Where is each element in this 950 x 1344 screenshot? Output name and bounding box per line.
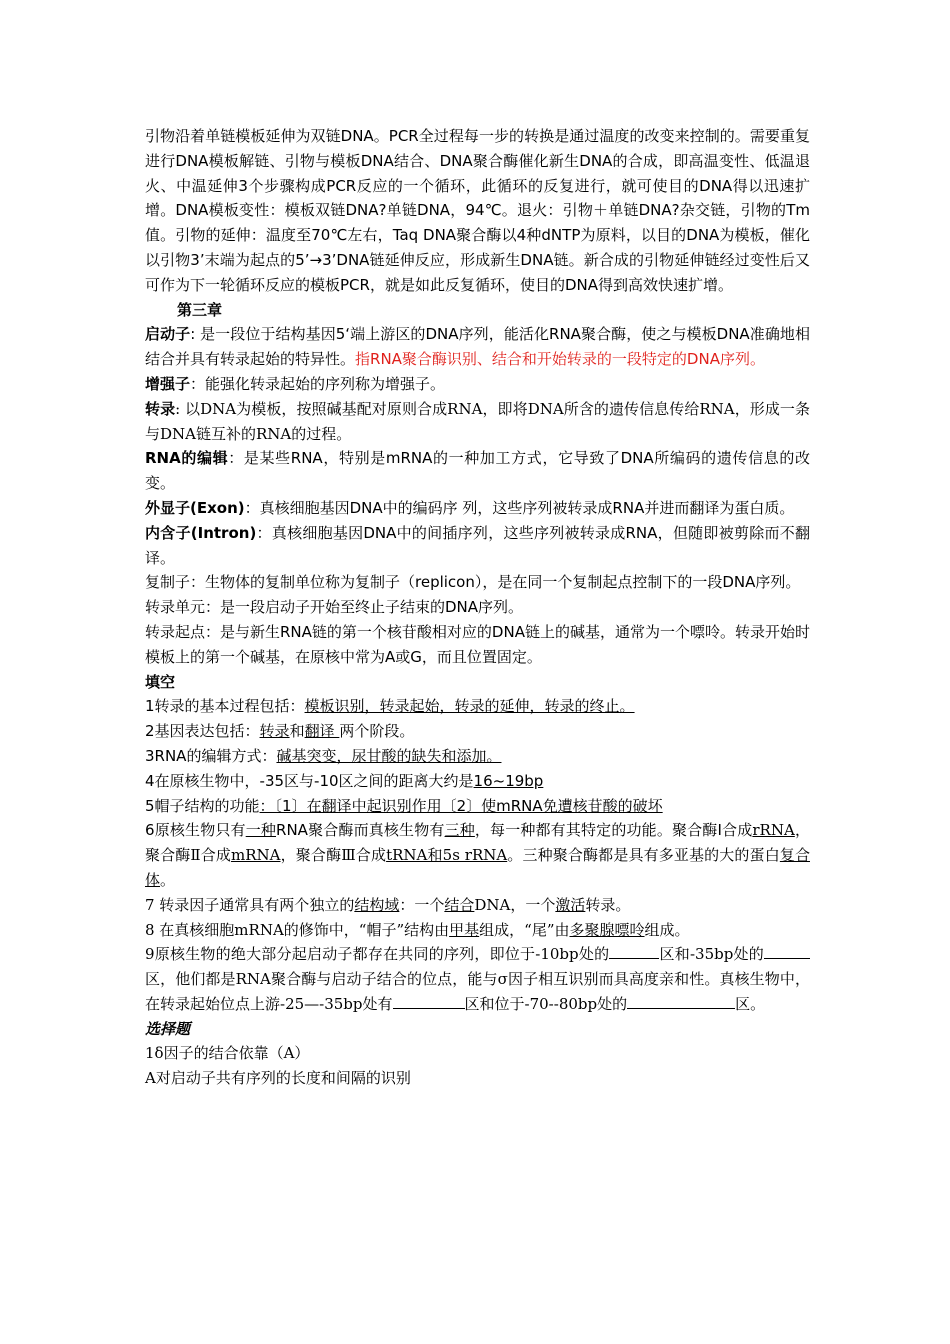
question-text: 。三种聚合酶都是具有多亚基的大的蛋白	[507, 846, 780, 865]
fill-question-1	[145, 694, 810, 719]
answer-text: 三种	[444, 821, 475, 840]
question-text: RNA聚合酶而真核生物有	[276, 821, 445, 840]
exon-term: 外显子(Exon)	[145, 498, 245, 517]
answer-text: 16~19bp	[473, 771, 544, 790]
question-text: 区和-35bp处的	[659, 945, 764, 964]
exon-text: ：真核细胞基因DNA中的编码序 列，这些序列被转录成RNA并进而翻译为蛋白质。	[244, 498, 795, 517]
question-label: 4在原核生物中，-35区与-10区之间的距离大约是	[145, 771, 474, 790]
question-label: 5帽子结构的功能	[145, 796, 260, 815]
promoter-text: : 是一段位于结构基因5‘端上游区的DNA序列，能活化RNA聚合酶，使之与模板DNA准确地相结合并具有转录起始的特异性。	[145, 325, 810, 369]
answer-blank[interactable]	[609, 943, 659, 959]
transcription-term: 转录	[145, 399, 176, 418]
fill-question-9	[145, 942, 810, 1016]
document-page	[145, 124, 810, 1091]
enhancer-term: 增强子	[145, 374, 191, 393]
intron-definition	[145, 521, 810, 571]
answer-text: rRNA	[752, 821, 795, 840]
answer-text: tRNA和5s rRNA	[386, 846, 508, 865]
fill-question-5	[145, 794, 810, 819]
start-site-definition: 转录起点：是与新生RNA链的第一个核苷酸相对应的DNA链上的碱基，通常为一个嘌呤。转录开始时模板上的第一个碱基，在原核中常为A或G，而且位置固定。	[145, 622, 810, 666]
answer-text: 甲基	[449, 920, 480, 939]
answer-text: 一种	[245, 821, 277, 840]
replicon-definition: 复制子：生物体的复制单位称为复制子（replicon），是在同一个复制起点控制下的一段DNA序列。	[145, 573, 801, 592]
promoter-term: 启动子	[145, 325, 191, 344]
question-label: 1转录的基本过程包括：	[145, 697, 305, 716]
fill-section-title: 填空	[145, 672, 176, 691]
question-text: ，聚合酶Ⅲ合成	[280, 846, 387, 865]
question-text: 转录。	[585, 895, 631, 914]
fill-question-8	[145, 918, 810, 943]
question-text: DNA，一个	[474, 895, 556, 914]
question-text: 6原核生物只有	[145, 821, 246, 840]
enhancer-definition	[145, 372, 810, 397]
question-text: 区，他们都是RNA聚合酶与启动子结合的位点，能与σ因子相互识别而具高度亲和性。真核生物中，在转录起始位点上游-25—-35bp处有	[145, 970, 810, 1013]
transcription-unit-definition: 转录单元：是一段启动子开始至终止子结束的DNA序列。	[145, 598, 524, 617]
answer-text: 激活	[555, 895, 586, 914]
choice-question-1: 1δ因子的结合依靠（A）	[145, 1044, 310, 1063]
question-text: 区和位于-70--80bp处的	[464, 994, 628, 1013]
answer-blank[interactable]	[627, 993, 735, 1009]
answer-text: 复合体	[145, 846, 810, 889]
answer-blank[interactable]	[393, 993, 465, 1009]
transcription-definition	[145, 397, 810, 447]
question-text: 和	[289, 722, 305, 741]
choice-section-title: 选择题	[145, 1019, 191, 1038]
question-text: 9原核生物的绝大部分起启动子都存在共同的序列，即位于-10bp处的	[145, 945, 610, 964]
question-text: 组成。	[644, 920, 690, 939]
question-text: 两个阶段。	[339, 722, 415, 741]
question-text: 8 在真核细胞mRNA的修饰中，“帽子”结构由	[145, 920, 450, 939]
promoter-definition	[145, 322, 810, 372]
exon-definition	[145, 496, 810, 521]
question-text: 。	[160, 870, 176, 889]
question-label: 3RNA的编辑方式：	[145, 746, 277, 765]
answer-text: ：〔1〕在翻译中起识别作用〔2〕使mRNA免遭核苷酸的破坏	[259, 796, 663, 815]
answer-text: 结构域	[354, 895, 400, 914]
answer-text: 碱基突变，尿甘酸的缺失和添加。	[276, 746, 502, 765]
question-text: 区。	[735, 994, 766, 1013]
rna-editing-term: RNA的编辑	[145, 449, 229, 468]
fill-question-6	[145, 818, 810, 892]
fill-question-4	[145, 769, 810, 794]
question-text: 7 转录因子通常具有两个独立的	[145, 895, 355, 914]
answer-text: 转录	[259, 722, 290, 741]
answer-text: 模板识别，转录起始，转录的延伸，转录的终止。	[304, 697, 635, 716]
intron-term: 内含子(Intron)	[145, 523, 257, 542]
choice-option-a: A对启动子共有序列的长度和间隔的识别	[145, 1069, 411, 1088]
question-label: 2基因表达包括：	[145, 722, 260, 741]
enhancer-text: ：能强化转录起始的序列称为增强子。	[190, 374, 446, 393]
fill-question-2	[145, 719, 810, 744]
rna-editing-definition	[145, 446, 810, 496]
pcr-paragraph: 引物沿着单链模板延伸为双链DNA。PCR全过程每一步的转换是通过温度的改变来控制的。需要重复进行DNA模板解链、引物与模板DNA结合、DNA聚合酶催化新生DNA的合成，即高温变性、低温退火、中温延伸3个步骤构成PCR反应的一个循环，此循环的反复进行，就可使目的DNA得以迅速扩增。DNA模板变性：模板双链DNA?单链DNA，94℃。退火：引物＋单链DNA?杂交链，引物的Tm值。引物的延伸：温度至70℃左右，Taq DNA聚合酶以4种dNTP为原料，以目的DNA为模板，催化以引物3’末端为起点的5’→3’DNA链延伸反应，形成新生DNA链。新合成的引物延伸链经过变性后又可作为下一轮循环反应的模板PCR，就是如此反复循环，使目的DNA得到高效快速扩增。	[145, 127, 810, 294]
answer-blank[interactable]	[764, 943, 810, 959]
question-text: ，聚合酶Ⅱ合成	[145, 821, 810, 865]
answer-text: 翻译	[304, 722, 340, 741]
answer-text: 结合	[444, 895, 475, 914]
answer-text: 多聚腺嘌呤	[569, 920, 645, 939]
fill-question-3	[145, 744, 810, 769]
rna-editing-text: ：是某些RNA，特别是mRNA的一种加工方式，它导致了DNA所编码的遗传信息的改变。	[145, 449, 810, 493]
fill-question-7	[145, 893, 810, 918]
promoter-red-text: 指RNA聚合酶识别、结合和开始转录的一段特定的DNA序列。	[355, 350, 765, 369]
question-text: 组成，“尾”由	[479, 920, 570, 939]
question-text: ，每一种都有其特定的功能。聚合酶Ⅰ合成	[474, 821, 753, 840]
answer-text: mRNA	[231, 846, 281, 865]
question-text: ：一个	[399, 895, 445, 914]
chapter-title: 第三章	[177, 300, 223, 319]
intron-text: ：真核细胞基因DNA中的间插序列，这些序列被转录成RNA，但随即被剪除而不翻译。	[145, 523, 810, 567]
transcription-text: : 以DNA为模板，按照碱基配对原则合成RNA，即将DNA所含的遗传信息传给RNA，形成一条与DNA链互补的RNA的过程。	[145, 399, 810, 443]
